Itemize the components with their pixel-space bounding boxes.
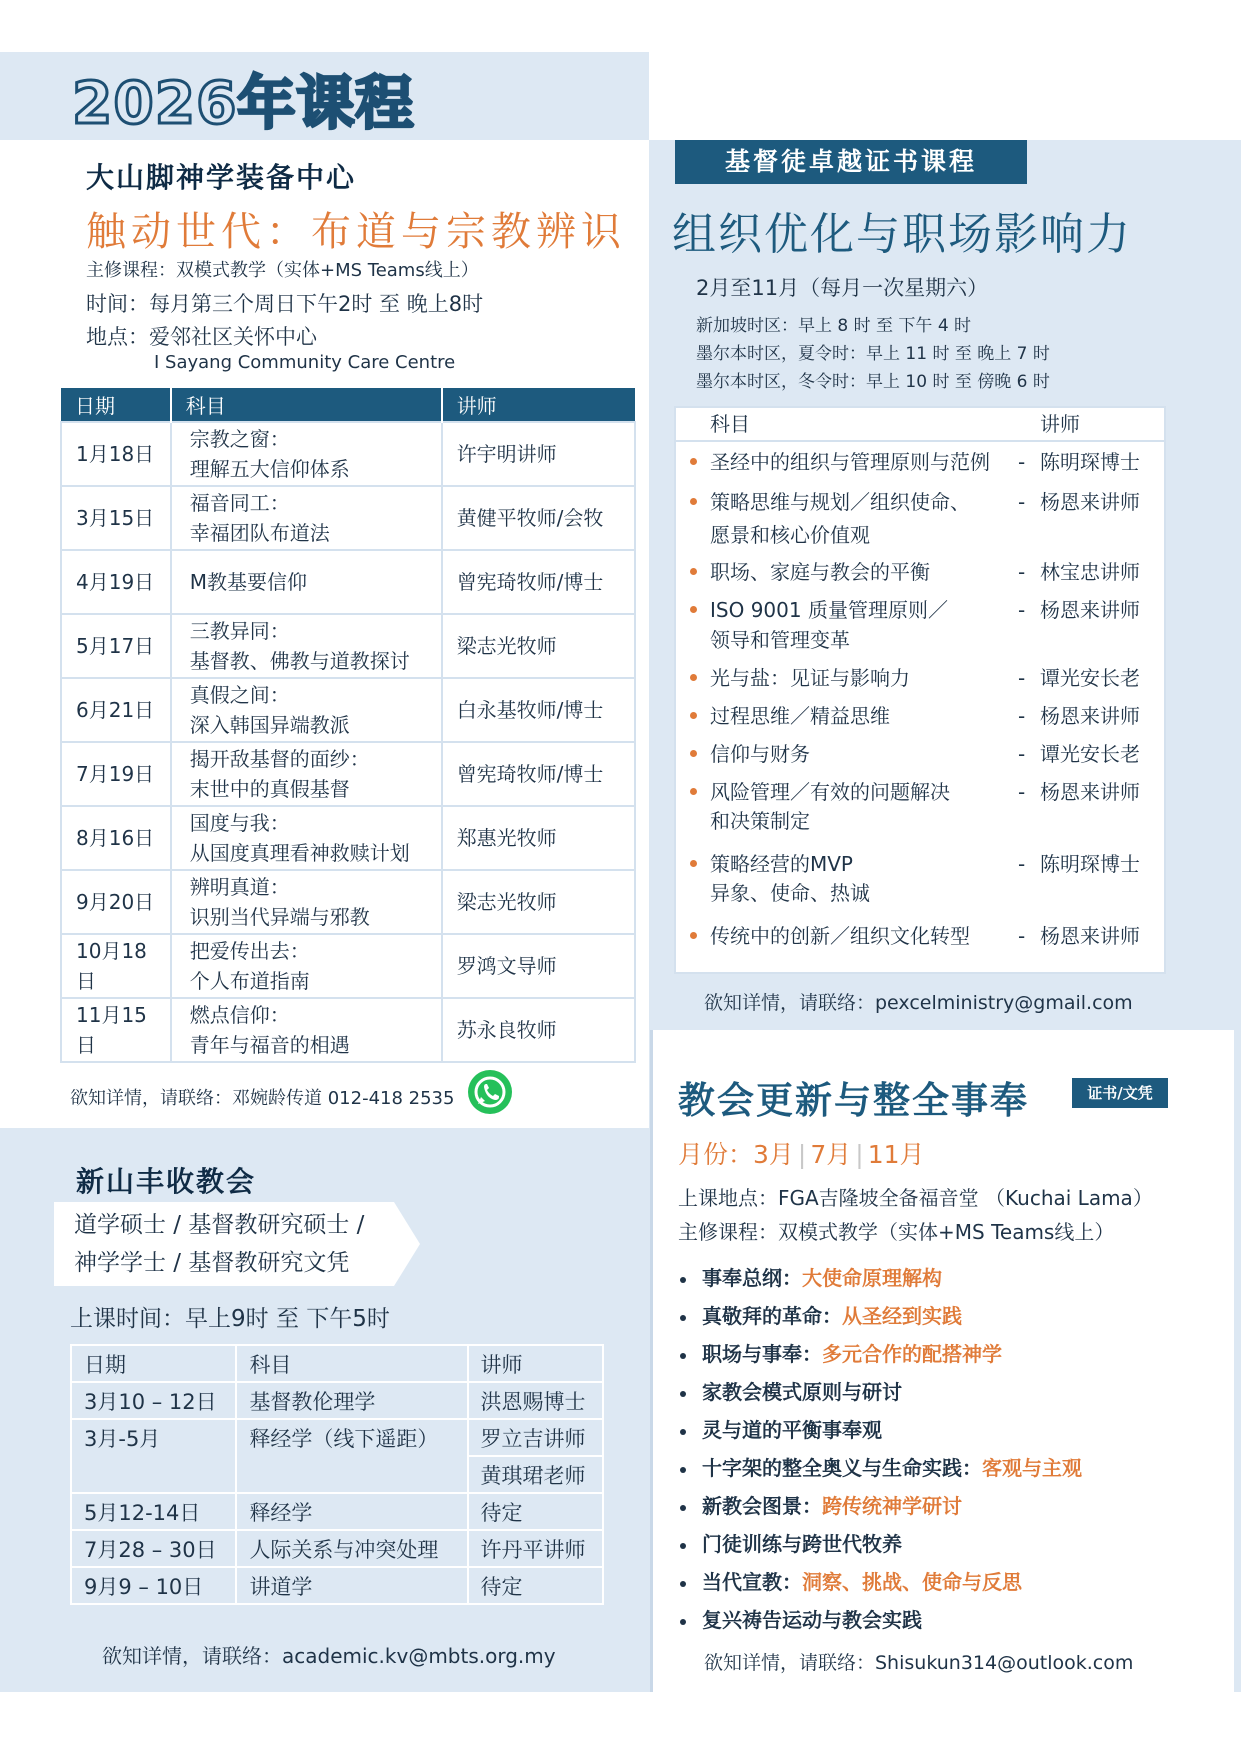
course-lecturer: 杨恩来讲师 bbox=[1040, 704, 1140, 728]
item-text: 当代宣教： bbox=[702, 1570, 802, 1594]
seminary-program-title: 触动世代：布道与宗教辨识 bbox=[86, 209, 626, 255]
table-header-row bbox=[71, 1345, 603, 1382]
newshan-name: 新山丰收教会 bbox=[76, 1165, 257, 1198]
seminary-mode: 主修课程：双模式教学（实体+MS Teams线上） bbox=[86, 260, 479, 281]
course-lecturer: 杨恩来讲师 bbox=[1040, 780, 1140, 804]
course-title: 策略思维与规划／组织使命、 bbox=[710, 490, 970, 514]
table-row bbox=[61, 806, 635, 870]
certificate-course-table bbox=[674, 406, 1166, 974]
degree-banner bbox=[54, 1202, 420, 1286]
bullet-icon bbox=[680, 1315, 686, 1321]
church-item bbox=[680, 1414, 882, 1443]
row-date: 10月18日 bbox=[61, 934, 171, 998]
dash: - bbox=[1018, 704, 1026, 728]
item-highlight: 从圣经到实践 bbox=[842, 1304, 962, 1328]
row-date: 7月28 – 30日 bbox=[71, 1530, 236, 1567]
row-lecturer: 郑惠光牧师 bbox=[442, 806, 635, 870]
item-text: 事奉总纲： bbox=[702, 1266, 802, 1290]
church-months bbox=[678, 1135, 925, 1171]
certificate-tab-label: 基督徒卓越证书课程 bbox=[724, 147, 977, 176]
course-lecturer: 陈明琛博士 bbox=[1040, 450, 1140, 474]
bullet-icon bbox=[690, 932, 697, 939]
row-subject bbox=[171, 486, 442, 550]
month-separator: | bbox=[855, 1140, 864, 1169]
months-label: 月份： bbox=[678, 1140, 754, 1169]
col-header-subject: 科目 bbox=[710, 412, 750, 436]
subject-line: 把爱传出去： bbox=[189, 939, 310, 963]
bullet-icon bbox=[690, 458, 697, 465]
table-row bbox=[71, 1493, 603, 1530]
row-date bbox=[71, 1456, 236, 1493]
row-date: 9月20日 bbox=[61, 870, 171, 934]
row-date: 1月18日 bbox=[61, 422, 171, 486]
row-lecturer: 待定 bbox=[468, 1493, 604, 1530]
newshan-contact: 欲知详情，请联络：academic.kv@mbts.org.my bbox=[102, 1644, 556, 1668]
col-header-date: 日期 bbox=[71, 1345, 236, 1382]
item-highlight: 大使命原理解构 bbox=[802, 1266, 942, 1290]
row-subject: 人际关系与冲突处理 bbox=[236, 1530, 467, 1567]
row-date: 7月19日 bbox=[61, 742, 171, 806]
col-header-lecturer: 讲师 bbox=[442, 388, 635, 422]
row-subject bbox=[171, 934, 442, 998]
course-lecturer: 谭光安长老 bbox=[1040, 666, 1140, 690]
row-date: 5月12-14日 bbox=[71, 1493, 236, 1530]
course-title: 风险管理／有效的问题解决 bbox=[710, 780, 950, 804]
item-highlight: 多元合作的配搭神学 bbox=[822, 1342, 1002, 1366]
newshan-schedule-table bbox=[70, 1344, 604, 1605]
row-subject: 释经学（线下遥距） bbox=[236, 1419, 467, 1456]
item-text: 家教会模式原则与研讨 bbox=[702, 1380, 902, 1404]
bullet-icon bbox=[690, 568, 697, 575]
timezone-melbourne-winter: 墨尔本时区，冬令时：早上 10 时 至 傍晚 6 时 bbox=[696, 372, 1050, 392]
col-header-lecturer: 讲师 bbox=[468, 1345, 604, 1382]
church-location: 上课地点：FGA吉隆坡全备福音堂 （Kuchai Lama） bbox=[678, 1186, 1153, 1210]
row-lecturer: 黄健平牧师/会牧 bbox=[442, 486, 635, 550]
course-lecturer: 杨恩来讲师 bbox=[1040, 490, 1140, 514]
bullet-icon bbox=[680, 1505, 686, 1511]
row-date: 4月19日 bbox=[61, 550, 171, 614]
subject-line: 三教异同： bbox=[189, 619, 290, 643]
row-subject: 基督教伦理学 bbox=[236, 1382, 467, 1419]
page-title: 2026年课程 bbox=[72, 69, 415, 137]
dash: - bbox=[1018, 666, 1026, 690]
col-header-subject: 科目 bbox=[171, 388, 442, 422]
bullet-icon bbox=[690, 860, 697, 867]
bullet-icon bbox=[680, 1353, 686, 1359]
row-date: 3月10 – 12日 bbox=[71, 1382, 236, 1419]
item-text: 门徒训练与跨世代牧养 bbox=[702, 1532, 902, 1556]
newshan-class-time: 上课时间：早上9时 至 下午5时 bbox=[70, 1306, 390, 1332]
subject-line: 福音同工： bbox=[189, 491, 290, 515]
church-mode: 主修课程：双模式教学（实体+MS Teams线上） bbox=[678, 1220, 1115, 1244]
seminary-location-en: I Sayang Community Care Centre bbox=[154, 352, 456, 373]
course-title: 圣经中的组织与管理原则与范例 bbox=[710, 450, 990, 474]
course-title: 策略经营的MVP bbox=[710, 852, 853, 876]
bullet-icon bbox=[680, 1277, 686, 1283]
item-text: 十字架的整全奥义与生命实践： bbox=[702, 1456, 982, 1480]
dash: - bbox=[1018, 924, 1026, 948]
bullet-icon bbox=[680, 1391, 686, 1397]
course-title: 信仰与财务 bbox=[710, 742, 810, 766]
row-lecturer: 许宇明讲师 bbox=[442, 422, 635, 486]
table-row bbox=[71, 1530, 603, 1567]
subject-line: 青年与福音的相遇 bbox=[189, 1033, 350, 1057]
row-subject bbox=[171, 678, 442, 742]
row-subject bbox=[171, 550, 442, 614]
whatsapp-icon[interactable] bbox=[468, 1070, 512, 1114]
degree-line: 神学学士 / 基督教研究文凭 bbox=[74, 1250, 350, 1276]
row-date: 3月-5月 bbox=[71, 1419, 236, 1456]
church-contact: 欲知详情，请联络：Shisukun314@outlook.com bbox=[704, 1652, 1134, 1674]
course-lecturer: 杨恩来讲师 bbox=[1040, 598, 1140, 622]
church-item bbox=[680, 1566, 1022, 1595]
row-subject bbox=[171, 998, 442, 1062]
row-lecturer: 许丹平讲师 bbox=[468, 1530, 604, 1567]
row-date: 5月17日 bbox=[61, 614, 171, 678]
row-lecturer: 苏永良牧师 bbox=[442, 998, 635, 1062]
course-lecturer: 谭光安长老 bbox=[1040, 742, 1140, 766]
row-subject bbox=[171, 870, 442, 934]
certificate-title: 组织优化与职场影响力 bbox=[672, 209, 1132, 260]
row-lecturer: 罗立吉讲师 bbox=[468, 1419, 604, 1456]
row-lecturer: 洪恩赐博士 bbox=[468, 1382, 604, 1419]
row-subject: 释经学 bbox=[236, 1493, 467, 1530]
subject-line: 揭开敌基督的面纱： bbox=[189, 747, 370, 771]
item-text: 职场与事奉： bbox=[702, 1342, 822, 1366]
row-subject bbox=[236, 1456, 467, 1493]
certificate-schedule: 2月至11月（每月一次星期六） bbox=[696, 276, 989, 300]
course-lecturer: 杨恩来讲师 bbox=[1040, 924, 1140, 948]
certificate-contact: 欲知详情，请联络：pexcelministry@gmail.com bbox=[704, 992, 1133, 1014]
course-title-cont: 领导和管理变革 bbox=[710, 628, 850, 652]
bullet-icon bbox=[690, 788, 697, 795]
seminary-contact: 欲知详情，请联络：邓婉龄传道 012-418 2535 bbox=[70, 1088, 455, 1109]
seminary-time: 时间：每月第三个周日下午2时 至 晚上8时 bbox=[86, 292, 484, 316]
bullet-icon bbox=[690, 712, 697, 719]
table-row bbox=[71, 1456, 603, 1493]
table-row bbox=[61, 742, 635, 806]
dash: - bbox=[1018, 490, 1026, 514]
row-lecturer: 罗鸿文导师 bbox=[442, 934, 635, 998]
row-subject bbox=[171, 614, 442, 678]
bullet-icon bbox=[680, 1619, 686, 1625]
timezone-singapore: 新加坡时区：早上 8 时 至 下午 4 时 bbox=[696, 316, 972, 336]
subject-line: 个人布道指南 bbox=[189, 969, 310, 993]
table-row bbox=[71, 1382, 603, 1419]
row-lecturer: 曾宪琦牧师/博士 bbox=[442, 550, 635, 614]
item-text: 灵与道的平衡事奉观 bbox=[702, 1418, 882, 1442]
col-header-subject: 科目 bbox=[236, 1345, 467, 1382]
table-row bbox=[61, 678, 635, 742]
course-title: 光与盐：见证与影响力 bbox=[710, 666, 910, 690]
subject-line: 深入韩国异端教派 bbox=[189, 713, 350, 737]
row-lecturer: 梁志光牧师 bbox=[442, 870, 635, 934]
church-item bbox=[680, 1490, 962, 1519]
item-highlight: 客观与主观 bbox=[982, 1456, 1082, 1480]
course-title: 职场、家庭与教会的平衡 bbox=[710, 560, 930, 584]
item-text: 新教会图景： bbox=[702, 1494, 822, 1518]
table-row bbox=[71, 1567, 603, 1604]
table-row bbox=[61, 934, 635, 998]
table-row bbox=[61, 422, 635, 486]
col-header-lecturer: 讲师 bbox=[1040, 412, 1080, 436]
subject-line: 从国度真理看神救赎计划 bbox=[189, 841, 410, 865]
bullet-icon bbox=[690, 606, 697, 613]
table-row bbox=[61, 614, 635, 678]
timezone-melbourne-summer: 墨尔本时区，夏令时：早上 11 时 至 晚上 7 时 bbox=[696, 344, 1050, 364]
item-text: 真敬拜的革命： bbox=[702, 1304, 842, 1328]
subject-line: 理解五大信仰体系 bbox=[189, 457, 350, 481]
row-date: 8月16日 bbox=[61, 806, 171, 870]
bullet-icon bbox=[690, 498, 697, 505]
subject-line: 宗教之窗： bbox=[189, 427, 290, 451]
row-lecturer: 黄琪珺老师 bbox=[468, 1456, 604, 1493]
table-row bbox=[61, 870, 635, 934]
certificate-badge: 证书/文凭 bbox=[1072, 1078, 1168, 1108]
bullet-icon bbox=[680, 1581, 686, 1587]
row-date: 6月21日 bbox=[61, 678, 171, 742]
row-date: 9月9 – 10日 bbox=[71, 1567, 236, 1604]
table-row bbox=[61, 998, 635, 1062]
dash: - bbox=[1018, 780, 1026, 804]
col-header-date: 日期 bbox=[61, 388, 171, 422]
month-separator: | bbox=[797, 1140, 807, 1169]
table-row bbox=[61, 486, 635, 550]
church-item bbox=[680, 1300, 962, 1329]
bullet-icon bbox=[690, 674, 697, 681]
row-lecturer: 曾宪琦牧师/博士 bbox=[442, 742, 635, 806]
row-date: 3月15日 bbox=[61, 486, 171, 550]
course-lecturer: 陈明琛博士 bbox=[1040, 852, 1140, 876]
church-item bbox=[680, 1604, 922, 1633]
course-title-cont: 和决策制定 bbox=[710, 809, 810, 833]
dash: - bbox=[1018, 560, 1026, 584]
seminary-schedule-table bbox=[60, 388, 636, 1063]
course-title: 过程思维／精益思维 bbox=[710, 704, 890, 728]
church-item bbox=[680, 1338, 1002, 1367]
subject-line: 真假之间： bbox=[189, 683, 290, 707]
subject-line: 辨明真道： bbox=[189, 875, 290, 899]
row-subject bbox=[171, 422, 442, 486]
church-item bbox=[680, 1528, 902, 1557]
bullet-icon bbox=[680, 1467, 686, 1473]
subject-line: 国度与我： bbox=[189, 811, 290, 835]
item-highlight: 洞察、挑战、使命与反思 bbox=[802, 1570, 1022, 1594]
course-title: 传统中的创新／组织文化转型 bbox=[710, 924, 970, 948]
row-subject: 讲道学 bbox=[236, 1567, 467, 1604]
item-text: 复兴祷告运动与教会实践 bbox=[702, 1608, 922, 1632]
church-item bbox=[680, 1452, 1082, 1481]
course-lecturer: 林宝忠讲师 bbox=[1040, 560, 1140, 584]
church-renewal-title: 教会更新与整全事奉 bbox=[678, 1079, 1029, 1122]
course-title-cont: 异象、使命、热诚 bbox=[710, 881, 870, 905]
month: 11月 bbox=[867, 1140, 925, 1169]
course-table-header bbox=[676, 408, 1164, 442]
table-row bbox=[71, 1419, 603, 1456]
row-lecturer: 待定 bbox=[468, 1567, 604, 1604]
item-highlight: 跨传统神学研讨 bbox=[822, 1494, 962, 1518]
subject-line: 基督教、佛教与道教探讨 bbox=[189, 649, 410, 673]
table-row bbox=[61, 550, 635, 614]
bullet-icon bbox=[680, 1543, 686, 1549]
seminary-location: 地点：爱邻社区关怀中心 bbox=[86, 325, 317, 349]
dash: - bbox=[1018, 852, 1026, 876]
table-header-row bbox=[61, 388, 635, 422]
degree-line: 道学硕士 / 基督教研究硕士 / bbox=[74, 1212, 365, 1238]
subject-line: 识别当代异端与邪教 bbox=[189, 905, 370, 929]
course-title-cont: 愿景和核心价值观 bbox=[710, 523, 870, 547]
bullet-icon bbox=[680, 1429, 686, 1435]
row-subject bbox=[171, 742, 442, 806]
dash: - bbox=[1018, 598, 1026, 622]
certificate-tab bbox=[675, 140, 1027, 184]
subject-line: 燃点信仰： bbox=[189, 1003, 290, 1027]
church-item bbox=[680, 1376, 902, 1405]
row-date: 11月15日 bbox=[61, 998, 171, 1062]
dash: - bbox=[1018, 742, 1026, 766]
row-subject bbox=[171, 806, 442, 870]
seminary-name: 大山脚神学装备中心 bbox=[86, 161, 357, 194]
subject-line: 末世中的真假基督 bbox=[189, 777, 350, 801]
subject-line: 幸福团队布道法 bbox=[189, 521, 330, 545]
bullet-icon bbox=[690, 750, 697, 757]
subject-line: M教基要信仰 bbox=[189, 570, 307, 594]
course-title: ISO 9001 质量管理原则／ bbox=[710, 598, 948, 622]
month: 7月 bbox=[810, 1140, 852, 1169]
row-lecturer: 梁志光牧师 bbox=[442, 614, 635, 678]
month: 3月 bbox=[753, 1140, 794, 1169]
church-item bbox=[680, 1262, 942, 1291]
row-lecturer: 白永基牧师/博士 bbox=[442, 678, 635, 742]
dash: - bbox=[1018, 450, 1026, 474]
